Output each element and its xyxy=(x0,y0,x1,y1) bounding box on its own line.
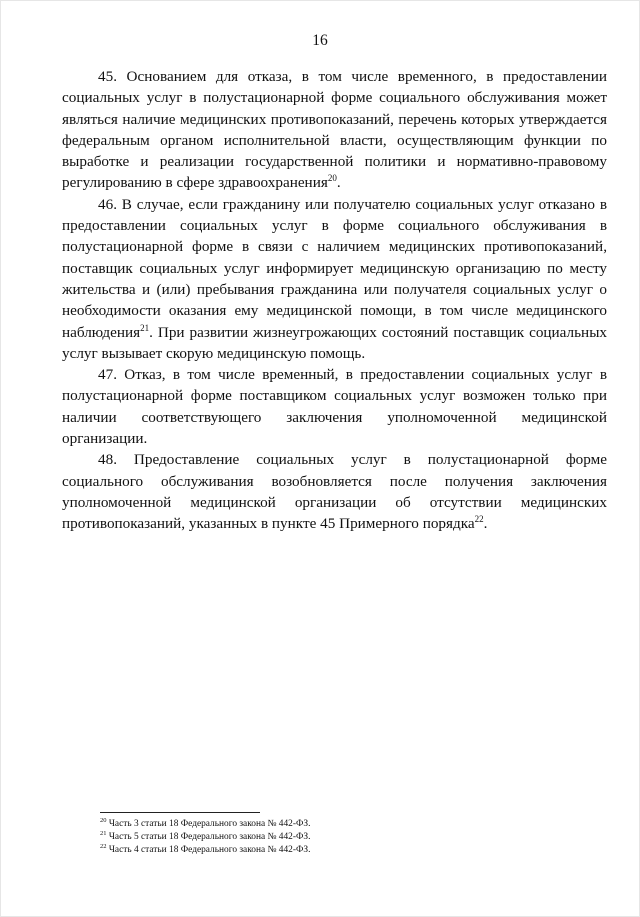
footnote-text: Часть 3 статьи 18 Федерального закона № 442-ФЗ. xyxy=(106,819,311,829)
footnote-22 xyxy=(100,844,500,857)
paragraph-46 xyxy=(62,194,607,364)
paragraph-text: 46. В случае, если гражданину или получателю социальных услуг отказано в предоставлении социальных услуг в форме социального обслуживания в полустационарной форме в связи с наличием медицинских противопоказаний, поставщик социальных услуг информирует медицинскую организацию по месту жительства и (или) пребывания гражданина или получателя социальных услуг о необходимости оказания ему медицинской помощи, в том числе медицинского наблюдения xyxy=(62,195,607,341)
footnote-ref: 21 xyxy=(140,322,150,333)
paragraph-45 xyxy=(62,66,607,194)
footnote-ref: 20 xyxy=(327,173,337,184)
paragraph-tail: . При развитии жизнеугрожающих состояний поставщик социальных услуг вызывает скорую медицинскую помощь. xyxy=(62,323,607,362)
footnote-ref: 22 xyxy=(474,514,484,525)
document-body xyxy=(62,66,607,535)
paragraph-tail: . xyxy=(483,515,488,533)
paragraph-text: 45. Основанием для отказа, в том числе временного, в предоставлении социальных услуг в полустационарной форме социального обслуживания может являться наличие медицинских противопоказаний, перечень которых утверждается федеральным органом исполнительной власти, осуществляющим функции по выработке и реализации государственной политики и нормативно-правовому регулированию в сфере здравоохранения xyxy=(62,68,607,192)
paragraph-tail: . xyxy=(336,174,341,192)
page-number: 16 xyxy=(312,32,328,49)
footnote-text: Часть 4 статьи 18 Федерального закона № 442-ФЗ. xyxy=(106,845,311,856)
footnote-number: 22 xyxy=(100,843,107,851)
footnote-20 xyxy=(100,818,500,831)
footnote-text: Часть 5 статьи 18 Федерального закона № 442-ФЗ. xyxy=(106,832,311,843)
paragraph-48 xyxy=(62,449,607,534)
footnote-number: 20 xyxy=(100,816,107,824)
paragraph-text: 47. Отказ, в том числе временный, в предоставлении социальных услуг в полустационарной форме поставщиком социальных услуг возможен только при наличии соответствующего заключения уполномоченной медицинской организации. xyxy=(62,366,607,448)
footnote-number: 21 xyxy=(100,830,107,838)
paragraph-text: 48. Предоставление социальных услуг в полустационарной форме социального обслуживания возобновляется после получения заключения уполномоченной медицинской организации об отсутствии медицинских противопоказаний, указанных в пункте 45 Примерного порядка xyxy=(62,451,607,533)
footnote-21 xyxy=(100,831,500,844)
footnotes-section xyxy=(100,812,500,858)
footnote-divider xyxy=(100,812,260,813)
paragraph-47 xyxy=(62,364,607,449)
